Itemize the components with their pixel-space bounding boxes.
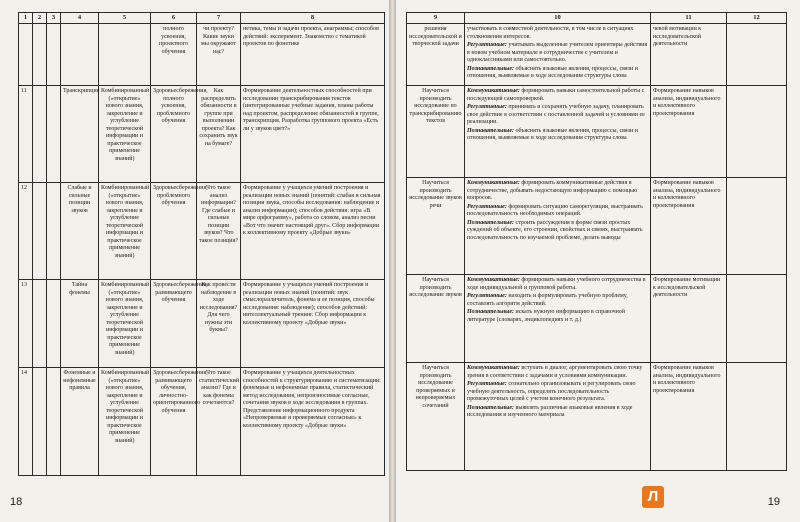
personal-results: Формирование навыков анализа, индивидуального и коллективного проектирования (651, 178, 727, 275)
table-row (407, 363, 787, 471)
col-header: 10 (465, 13, 651, 24)
col-header: 4 (61, 13, 99, 24)
uud-cell: участвовать в совместной деятельности, в том числе в ситуациях столкновения интересов. Регулятивные: учитывать выделенные учителем ориентиры действия в новом учебном материале в сотрудничестве с учителем и одноклассниками или самостоятельно. Познавательные: объяснять языковые явления, процессы, связи и отношения, выявляемые в ходе исследования структуры слова (465, 24, 651, 86)
lesson-goal: Научиться производить исследование звуков речи (407, 178, 465, 275)
uud-cell: Коммуникативные: формировать коммуникативные действия в сотрудничестве, добывать недостающую информацию с помощью вопросов. Регулятивные: формировать ситуацию саморегуляции, выстраивать последовательность необходимых операций. Познавательные: строить рассуждения в форме связи простых суждений об объекте, его строении, свойствах и связях, выстраивать последовательность по изучаемой проблеме, делать выводы (465, 178, 651, 275)
table-row (407, 86, 787, 178)
page-number-left: 18 (10, 496, 23, 508)
page-number-right: 19 (767, 496, 780, 508)
lesson-content: Формирование деятельностных способностей при исследовании транскрибирования текстов (интегрированные учебные задания, планы работы над проектом, распределение обязанностей в группе, транскрипция. Разработка группового проекта «Есть ли у звуков цвет?» (241, 86, 385, 183)
lesson-type: Комбинированный («открытие» нового знания, закрепление и углубление теоретической информации и практическое применение знаний) (99, 86, 151, 183)
col-header: 12 (727, 13, 787, 24)
lesson-content: Формирование у учащихся умений построения и реализации новых знаний (понятий: слабая и сильная позиции звука, способы исследования: наблюдение и анализ информации); способов действия: игра «В мире орфограмму», работа со словом, анализ песни «Вот что значит настоящий друг». Сбор информации к коллективному проекту «Добрые звуки» (241, 183, 385, 280)
col-header: 7 (197, 13, 241, 24)
notes (727, 363, 787, 471)
lesson-type: Комбинированный («открытие» нового знания, закрепление и углубление теоретической информации и практическое применение знаний) (99, 183, 151, 280)
book-gutter (389, 0, 396, 522)
health-tech: полного усвоения, проектного обучения (151, 24, 197, 86)
lesson-topic: Транскрипция (61, 86, 99, 183)
lesson-topic: Тайна фонемы (61, 280, 99, 368)
table-row (19, 24, 385, 86)
uud-cell: Коммуникативные: вступать в диалог, аргументировать свою точку зрения в соответствии с задачами и условиями коммуникации. Регулятивные: сознательно организовывать и регулировать свою учебную деятельность, определять последовательность промежуточных целей с учетом конечного результата. Познавательные: выявлять различные языковые явления в ходе исследования и изученного материала (465, 363, 651, 471)
lesson-content: Формирование у учащихся деятельностных способностей к структурированию и систематизации: фонемные и нефонемные правила, статистический метод исследования, непроизносимые согласные, сочетания звуков в ходе исследования в группах. Представление информационного продукта «Непроверяемые и проверяемые согласные» к коллективному проекту «Добрые звуки» (241, 368, 385, 476)
personal-results: Формирование мотивации к исследовательской деятельности (651, 275, 727, 363)
table-row (19, 280, 385, 368)
lesson-number (19, 24, 33, 86)
notes (727, 86, 787, 178)
lesson-number: 12 (19, 183, 33, 280)
health-tech: Здоровьесбережения, полного усвоения, проблемного обучения (151, 86, 197, 183)
lesson-type (99, 24, 151, 86)
lesson-type: Комбинированный («открытие» нового знания, закрепление и углубление теоретической информации и практическое применение знаний) (99, 280, 151, 368)
problem-question: Как распределить обязанности в группе при выполнении проекта? Как сохранить звук на бумаге? (197, 86, 241, 183)
notes (727, 24, 787, 86)
col-header: 5 (99, 13, 151, 24)
table-row (407, 178, 787, 275)
uud-cell: Коммуникативные: формировать навыки самостоятельной работы с последующей самопроверкой. Регулятивные: принимать и сохранять учебную задачу, планировать свое действие в соответствии с поставленной задачей и условиями ее реализации. Познавательные: объяснять языковые явления, процессы, связи и отношения, выявляемые в ходе исследования структуры слова (465, 86, 651, 178)
lesson-topic: Слабые и сильные позиции звуков (61, 183, 99, 280)
problem-question: Что такое анализ информации? Где слабые и сильные позиции звуков? Что такое позиция? (197, 183, 241, 280)
table-row (19, 183, 385, 280)
lesson-type: Комбинированный («открытие» нового знания, закрепление и углубление теоретической информации и практическое применение знаний) (99, 368, 151, 476)
lesson-topic (61, 24, 99, 86)
left-lesson-table (18, 12, 385, 476)
col-header: 9 (407, 13, 465, 24)
health-tech: Здоровьесбережения, развивающего обучения (151, 280, 197, 368)
lesson-goal: Научиться производить исследование по транскрибированию текстов (407, 86, 465, 178)
notes (727, 275, 787, 363)
table-row (19, 86, 385, 183)
lesson-goal: решения исследовательской и творческой задачи (407, 24, 465, 86)
lesson-number: 11 (19, 86, 33, 183)
personal-results: Формирование навыков анализа, индивидуального и коллективного проектирования (651, 86, 727, 178)
lesson-content: нетика, темы и задачи проекта, анаграммы; способов действий: эксперимент. Знакомство с тематикой проектов по фонетике (241, 24, 385, 86)
lesson-number: 13 (19, 280, 33, 368)
right-lesson-table (406, 12, 787, 471)
problem-question: чи проекту? Какие звуки мы окружают нас? (197, 24, 241, 86)
health-tech: Здоровьесбережения, развивающего обучения, личностно-ориентированного обучения (151, 368, 197, 476)
table-row (407, 275, 787, 363)
publisher-logo: Л (642, 486, 664, 508)
lesson-topic: Фонемные и нефонемные правила (61, 368, 99, 476)
personal-results: Формирование навыков анализа, индивидуального и коллективного проектирования (651, 363, 727, 471)
uud-cell: Коммуникативные: формировать навыки учебного сотрудничества в ходе индивидуальной и групповой работы. Регулятивные: находить и формулировать учебную проблему, составлять алгоритм действий. Познавательные: искать нужную информацию в справочной литературе (словарях, энциклопедиях и т. д.) (465, 275, 651, 363)
table-row (19, 368, 385, 476)
right-page (396, 0, 800, 522)
col-header: 1 (19, 13, 33, 24)
table-row (407, 24, 787, 86)
lesson-goal: Научиться производить исследование проверяемых и непроверяемых сочетаний (407, 363, 465, 471)
col-header: 8 (241, 13, 385, 24)
lesson-number: 14 (19, 368, 33, 476)
col-header: 2 (33, 13, 47, 24)
col-header: 3 (47, 13, 61, 24)
problem-question: Что такое статистический анализ? Где и как фонемы сочетаются? (197, 368, 241, 476)
lesson-content: Формирование у учащихся умений построения и реализации новых знаний (понятий: звук смыслоразличитель, фонема и ее позиция, способы исследования: наблюдение); способов действий: интеллектуальный тренинг. Сбор информации к коллективному проекту «Добрые звуки» (241, 280, 385, 368)
col-header: 6 (151, 13, 197, 24)
lesson-goal: Научиться производить исследование звуков (407, 275, 465, 363)
col-header: 11 (651, 13, 727, 24)
right-header-row (407, 13, 787, 24)
left-page (0, 0, 389, 522)
notes (727, 178, 787, 275)
personal-results: чевой мотивации к исследовательской деятельности (651, 24, 727, 86)
problem-question: Как провести наблюдение в ходе исследования? Для чего нужны эти буквы? (197, 280, 241, 368)
left-header-row (19, 13, 385, 24)
health-tech: Здоровьесбережения, проблемного обучения (151, 183, 197, 280)
